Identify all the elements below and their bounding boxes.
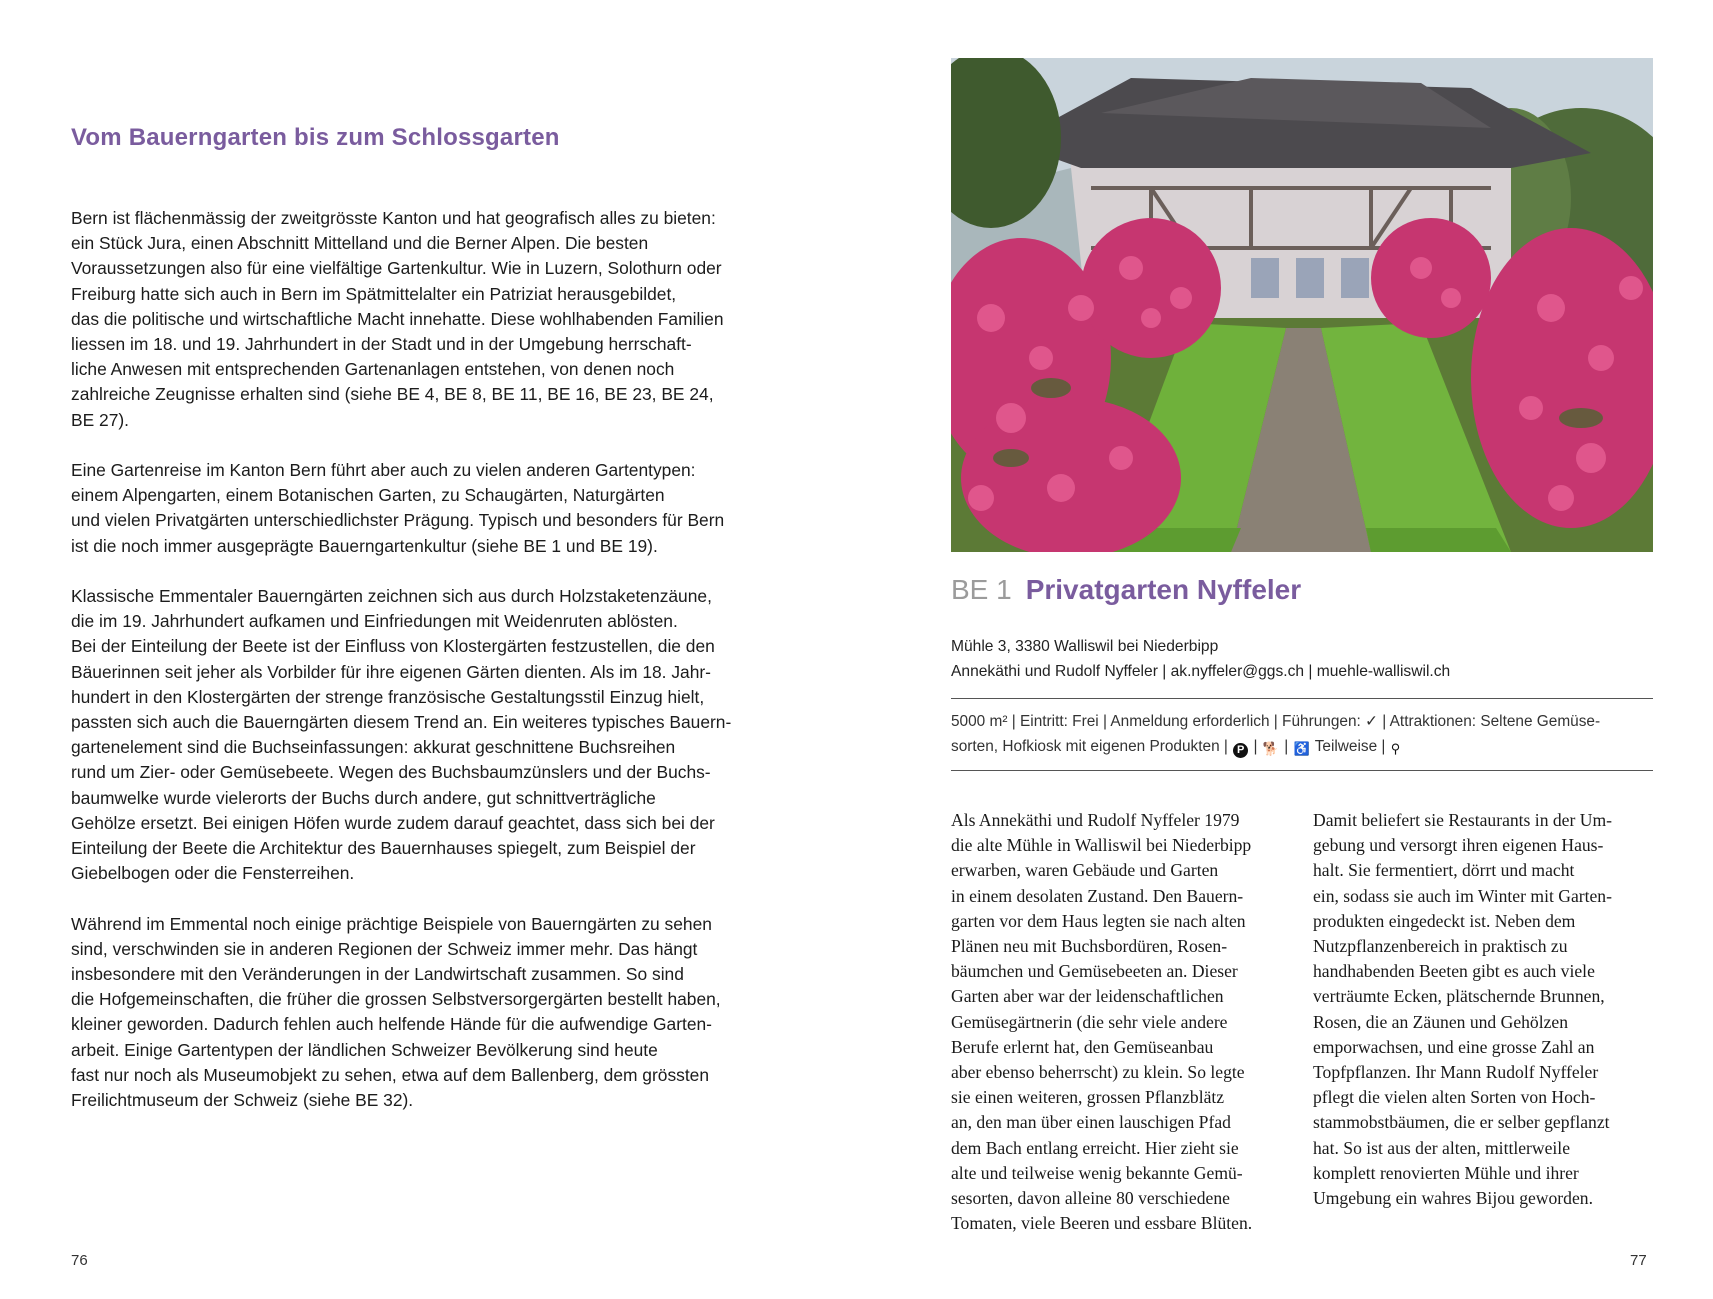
text-line: zahlreiche Zeugnisse erhalten sind (siehe BE 4, BE 8, BE 11, BE 16, BE 23, BE 24,: [71, 384, 714, 405]
text-line: verträumte Ecken, plätschernde Brunnen,: [1313, 986, 1605, 1007]
text-line: bäumchen und Gemüsebeeten an. Dieser: [951, 961, 1238, 982]
entry-title: [951, 574, 1301, 606]
body-column-2: [1313, 808, 1663, 1211]
text-line: ein, sodass sie auch im Winter mit Garten-: [1313, 885, 1612, 906]
section-heading: Vom Bauerngarten bis zum Schlossgarten: [71, 124, 560, 151]
text-line: sie einen weiteren, grossen Pflanzblätz: [951, 1087, 1225, 1108]
text-line: Garten aber war der leidenschaftlichen: [951, 986, 1224, 1007]
text-line: baumwelke wurde vielerorts der Buchs durch andere, gut schnittverträgliche: [71, 787, 656, 808]
paragraph: [71, 912, 771, 1114]
text-line: alte und teilweise wenig bekannte Gemü-: [951, 1162, 1243, 1183]
text-line: fast nur noch als Museumobjekt zu sehen, etwa auf dem Ballenberg, dem grössten: [71, 1064, 710, 1085]
garden-photo: [951, 58, 1653, 552]
text-line: Rosen, die an Zäunen und Gehölzen: [1313, 1011, 1569, 1032]
text-line: pflegt die vielen alten Sorten von Hoch-: [1313, 1087, 1596, 1108]
text-line: Freilichtmuseum der Schweiz (siehe BE 32).: [71, 1090, 414, 1111]
text-line: Eine Gartenreise im Kanton Bern führt aber auch zu vielen anderen Gartentypen:: [71, 460, 696, 481]
text-line: hat. So ist aus der alten, mittlerweile: [1313, 1137, 1570, 1158]
paragraph: [71, 206, 771, 433]
contact-line: Annekäthi und Rudolf Nyffeler | ak.nyffeler@ggs.ch | muehle-walliswil.ch: [951, 663, 1451, 680]
text-line: aber ebenso beherrscht) zu klein. So legte: [951, 1062, 1245, 1083]
text-line: Umgebung ein wahres Bijou geworden.: [1313, 1188, 1593, 1209]
text-line: Giebelbogen oder die Fensterreihen.: [71, 863, 355, 884]
text-line: Plänen neu mit Buchsbordüren, Rosen-: [951, 936, 1228, 957]
parking-icon: P: [1233, 743, 1248, 758]
meta-line-2: sorten, Hofkiosk mit eigenen Produkten | P | 🐕 | ♿ Teilweise | ⚲: [951, 738, 1401, 756]
text-line: halt. Sie fermentiert, dörrt und macht: [1313, 860, 1575, 881]
text-line: erwarben, waren Gebäude und Garten: [951, 860, 1219, 881]
page-number-right: 77: [1630, 1252, 1647, 1269]
text-line: sind, verschwinden sie in anderen Regionen der Schweiz immer mehr. Das hängt: [71, 938, 698, 959]
text-line: BE 27).: [71, 409, 129, 430]
text-line: die Hofgemeinschaften, die früher die grossen Selbstversorgergärten bestellt haben,: [71, 989, 721, 1010]
text-line: produkten eingedeckt ist. Neben dem: [1313, 910, 1576, 931]
text-line: gartenelement sind die Buchseinfassungen: akkurat geschnittene Buchsreihen: [71, 737, 676, 758]
text-line: Bern ist flächenmässig der zweitgrösste Kanton und hat geografisch alles zu bieten:: [71, 208, 716, 228]
text-line: liessen im 18. und 19. Jahrhundert in der Stadt und in der Umgebung herrschaft-: [71, 334, 692, 355]
text-line: Gemüsegärtnerin (die sehr viele andere: [951, 1011, 1228, 1032]
paragraph: [71, 458, 771, 559]
text-line: sesorten, davon alleine 80 verschiedene: [951, 1188, 1230, 1209]
wheelchair-text: Teilweise: [1314, 738, 1378, 755]
text-line: passten sich auch die Bauerngärten diesem Trend an. Ein weiteres typisches Bauern-: [71, 712, 732, 733]
intro-text: [71, 206, 771, 1138]
text-line: Topfpflanzen. Ihr Mann Rudolf Nyffeler: [1313, 1062, 1599, 1083]
text-line: handhabenden Beeten gibt es auch viele: [1313, 961, 1595, 982]
text-line: gebung und versorgt ihren eigenen Haus-: [1313, 835, 1604, 856]
text-line: insbesondere mit den Veränderungen in der Landwirtschaft zusammen. So sind: [71, 964, 684, 985]
restroom-icon: ⚲: [1390, 741, 1401, 756]
text-line: Während im Emmental noch einige prächtige Beispiele von Bauerngärten zu sehen: [71, 913, 712, 934]
wheelchair-icon: ♿: [1293, 741, 1310, 756]
page-number-left: 76: [71, 1252, 88, 1269]
text-line: Nutzpflanzenbereich in praktisch zu: [1313, 936, 1568, 957]
entry-code: BE 1: [951, 574, 1012, 605]
text-line: emporwachsen, und eine grosse Zahl an: [1313, 1036, 1595, 1057]
text-line: Klassische Emmentaler Bauerngärten zeichnen sich aus durch Holzstaketenzäune,: [71, 586, 712, 607]
text-line: dem Bach entlang erreicht. Hier zieht sie: [951, 1137, 1239, 1158]
text-line: und vielen Privatgärten unterschiedlichster Prägung. Typisch und besonders für Bern: [71, 510, 725, 531]
divider-top: [951, 698, 1653, 699]
meta-info: [951, 709, 1653, 759]
text-line: das die politische und wirtschaftliche Macht innehatte. Diese wohlhabenden Familien: [71, 308, 724, 329]
left-page: [0, 0, 856, 1299]
text-line: liche Anwesen mit entsprechenden Gartenanlagen entstehen, von denen noch: [71, 359, 675, 380]
meta-line-2-text: sorten, Hofkiosk mit eigenen Produkten |: [951, 738, 1228, 755]
text-line: garten vor dem Haus legten sie nach alten: [951, 910, 1246, 931]
text-line: in einem desolaten Zustand. Den Bauern-: [951, 885, 1244, 906]
text-line: stammobstbäumen, die er selber gepflanzt: [1313, 1112, 1610, 1133]
text-line: Berufe erlernt hat, den Gemüseanbau: [951, 1036, 1214, 1057]
text-line: Bäuerinnen seit jeher als Vorbilder für ihre eigenen Gärten dienten. Als im 18. Jahr-: [71, 661, 711, 682]
text-line: an, den man über einen lauschigen Pfad: [951, 1112, 1231, 1133]
text-line: rund um Zier- oder Gemüsebeete. Wegen des Buchsbaumzünslers und der Buchs-: [71, 762, 711, 783]
divider-bottom: [951, 770, 1653, 771]
text-line: Gehölze ersetzt. Bei einigen Höfen wurde zudem darauf geachtet, dass sich bei der: [71, 812, 715, 833]
text-line: ist die noch immer ausgeprägte Bauerngartenkultur (siehe BE 1 und BE 19).: [71, 535, 658, 556]
text-line: Als Annekäthi und Rudolf Nyffeler 1979: [951, 810, 1240, 830]
body-column-1: [951, 808, 1301, 1236]
address-line: Mühle 3, 3380 Walliswil bei Niederbipp: [951, 638, 1219, 655]
dog-icon: 🐕: [1262, 741, 1279, 756]
text-line: arbeit. Einige Gartentypen der ländlichen Schweizer Bevölkerung sind heute: [71, 1039, 658, 1060]
text-line: einem Alpengarten, einem Botanischen Garten, zu Schaugärten, Naturgärten: [71, 485, 665, 506]
text-line: die im 19. Jahrhundert aufkamen und Einfriedungen mit Weidenruten ablösten.: [71, 611, 678, 632]
text-line: Bei der Einteilung der Beete ist der Einfluss von Klostergärten festzustellen, die den: [71, 636, 715, 657]
text-line: die alte Mühle in Walliswil bei Niederbipp: [951, 835, 1252, 856]
contact-block: [951, 634, 1653, 684]
meta-line-1: 5000 m² | Eintritt: Frei | Anmeldung erforderlich | Führungen: ✓ | Attraktionen: Seltene Gemüse-: [951, 713, 1601, 730]
text-line: komplett renovierten Mühle und ihrer: [1313, 1162, 1579, 1183]
text-line: Einteilung der Beete die Architektur des Bauernhauses spiegelt, zum Beispiel der: [71, 838, 696, 859]
paragraph: [71, 584, 771, 886]
text-line: kleiner geworden. Dadurch fehlen auch helfende Hände für die aufwendige Garten-: [71, 1014, 712, 1035]
text-line: Freiburg hatte sich auch in Bern im Spätmittelalter ein Patriziat herausgebildet,: [71, 283, 677, 304]
entry-name: Privatgarten Nyffeler: [1025, 574, 1302, 605]
text-line: ein Stück Jura, einen Abschnitt Mittelland und die Berner Alpen. Die besten: [71, 233, 649, 254]
text-line: Voraussetzungen also für eine vielfältige Gartenkultur. Wie in Luzern, Solothurn oder: [71, 258, 722, 279]
text-line: Tomaten, viele Beeren und essbare Blüten.: [951, 1213, 1253, 1234]
text-line: Damit beliefert sie Restaurants in der Um-: [1313, 810, 1612, 830]
text-line: hundert in den Klostergärten der strenge französische Gestaltungsstil Einzug hielt,: [71, 686, 705, 707]
